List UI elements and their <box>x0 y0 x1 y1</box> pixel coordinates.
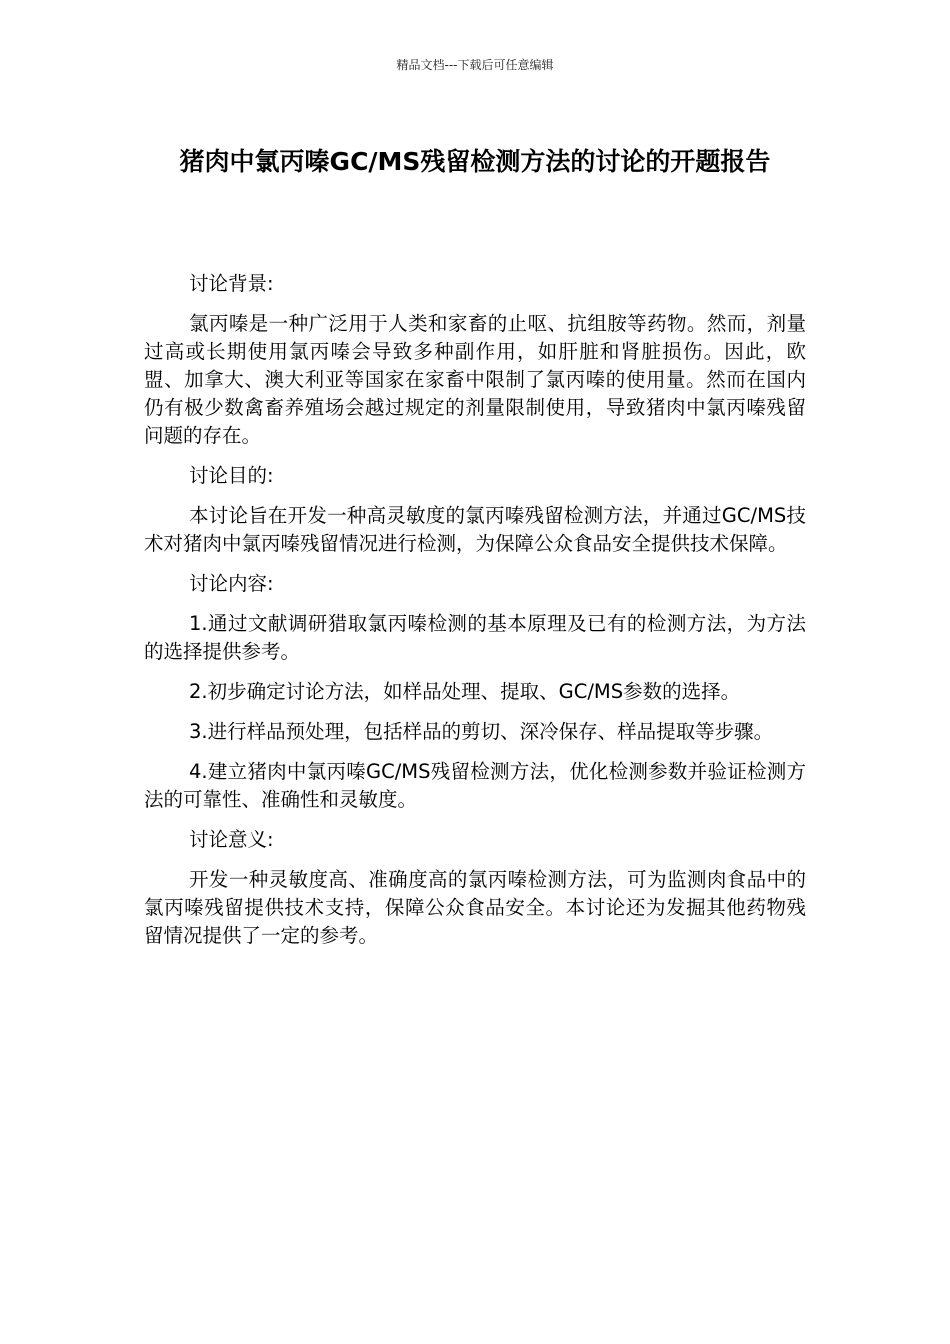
content-item-4: 4.建立猪肉中氯丙嗪GC/MS残留检测方法，优化检测参数并验证检测方法的可靠性、准确性和灵敏度。 <box>144 760 806 811</box>
document-body <box>144 270 806 962</box>
page-header-watermark: 精品文档---下载后可任意编辑 <box>396 58 554 72</box>
background-heading: 讨论背景: <box>189 272 274 295</box>
purpose-heading: 讨论目的: <box>189 464 274 487</box>
content-heading: 讨论内容: <box>189 572 274 595</box>
content-item-1: 1.通过文献调研猎取氯丙嗪检测的基本原理及已有的检测方法，为方法的选择提供参考。 <box>144 612 806 663</box>
purpose-paragraph: 本讨论旨在开发一种高灵敏度的氯丙嗪残留检测方法，并通过GC/MS技术对猪肉中氯丙嗪残留情况进行检测，为保障公众食品安全提供技术保障。 <box>144 504 806 555</box>
content-item-2: 2.初步确定讨论方法，如样品处理、提取、GC/MS参数的选择。 <box>189 680 741 703</box>
significance-heading: 讨论意义: <box>189 828 274 851</box>
significance-paragraph: 开发一种灵敏度高、准确度高的氯丙嗪检测方法，可为监测肉食品中的氯丙嗪残留提供技术支持，保障公众食品安全。本讨论还为发掘其他药物残留情况提供了一定的参考。 <box>144 868 806 947</box>
background-paragraph: 氯丙嗪是一种广泛用于人类和家畜的止呕、抗组胺等药物。然而，剂量过高或长期使用氯丙嗪会导致多种副作用，如肝脏和肾脏损伤。因此，欧盟、加拿大、澳大利亚等国家在家畜中限制了氯丙嗪的使用量。然而在国内仍有极少数禽畜养殖场会越过规定的剂量限制使用，导致猪肉中氯丙嗪残留问题的存在。 <box>144 312 806 447</box>
content-item-3: 3.进行样品预处理，包括样品的剪切、深冷保存、样品提取等步骤。 <box>189 720 774 743</box>
document-title: 猪肉中氯丙嗪GC/MS残留检测方法的讨论的开题报告 <box>179 147 771 176</box>
